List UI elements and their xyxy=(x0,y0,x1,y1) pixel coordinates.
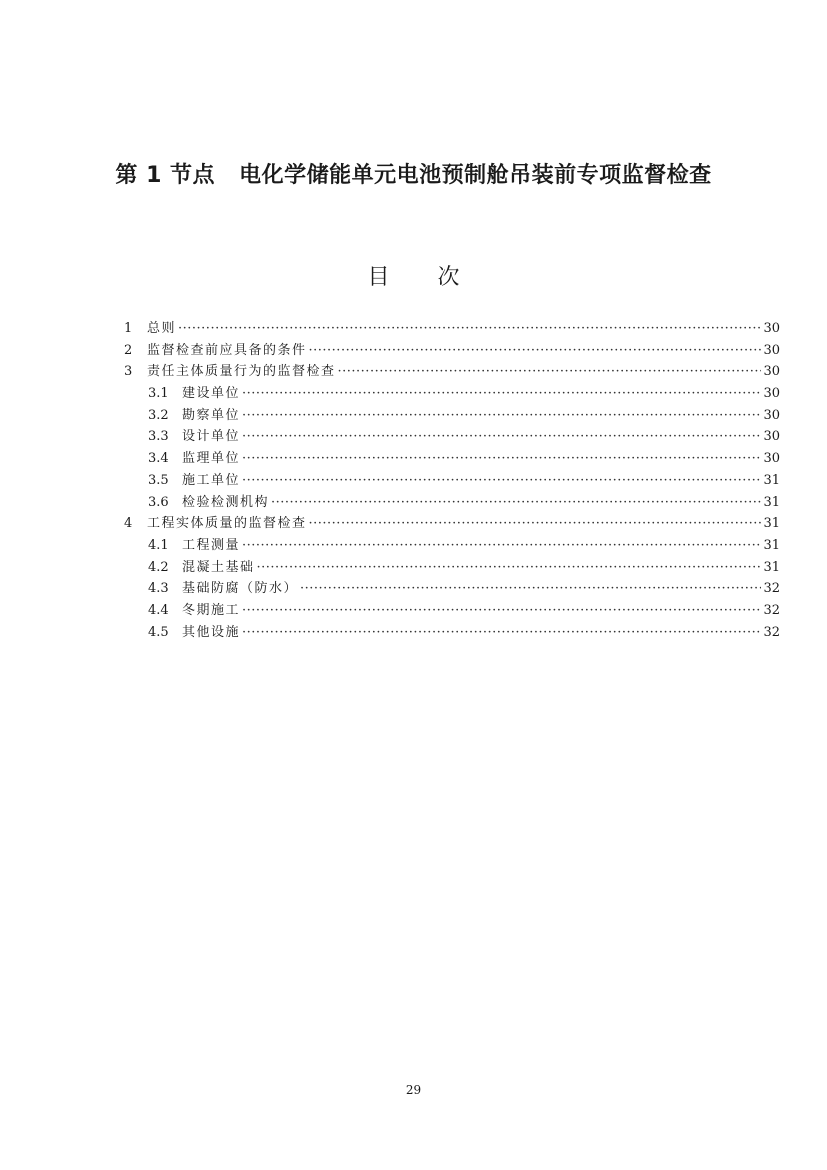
toc-entry-title: 冬期施工 xyxy=(182,602,241,618)
toc-entry-number: 3.4 xyxy=(148,451,169,467)
toc-entry-title: 勘察单位 xyxy=(182,407,241,423)
toc-entry-number: 4.2 xyxy=(148,559,169,575)
toc-entry[interactable] xyxy=(124,557,780,579)
toc-entry-number: 4.1 xyxy=(148,537,169,553)
toc-entry[interactable] xyxy=(124,600,780,622)
toc-entry[interactable] xyxy=(124,535,780,557)
toc-entry-page: 32 xyxy=(763,581,780,597)
toc-leader xyxy=(242,600,761,622)
section-label: 第 1 节点 xyxy=(115,163,216,188)
toc-leader xyxy=(309,340,762,362)
toc-entry-page: 31 xyxy=(763,537,780,553)
toc-entry-page: 30 xyxy=(763,451,780,467)
toc-entry-page: 31 xyxy=(763,494,780,510)
toc-entry-page: 30 xyxy=(763,429,780,445)
toc-entry[interactable] xyxy=(124,622,780,644)
toc-entry-title: 总则 xyxy=(147,321,177,336)
toc-entry-title: 设计单位 xyxy=(182,429,241,445)
toc-entry-page: 32 xyxy=(763,602,780,618)
toc-entry-number: 2 xyxy=(124,342,133,358)
toc-entry-number: 4.3 xyxy=(148,581,169,597)
toc-entry-title: 混凝土基础 xyxy=(182,559,255,575)
toc-entry-page: 30 xyxy=(763,364,780,380)
toc-leader xyxy=(242,426,761,448)
toc-entry-page: 32 xyxy=(763,624,780,640)
toc-entry[interactable] xyxy=(124,340,780,362)
toc-entry-title: 基础防腐（防水） xyxy=(182,581,299,597)
toc-entry-number: 4 xyxy=(124,516,133,532)
toc-leader xyxy=(309,513,762,535)
toc-entry-page: 30 xyxy=(763,342,780,358)
section-title: 电化学储能单元电池预制舱吊装前专项监督检查 xyxy=(239,163,712,188)
toc-entry-number: 3.6 xyxy=(148,494,169,510)
toc-entry[interactable] xyxy=(124,448,780,470)
toc-leader xyxy=(300,578,761,600)
toc-entry[interactable] xyxy=(124,470,780,492)
toc-entry-page: 31 xyxy=(763,559,780,575)
toc-entry-title: 检验检测机构 xyxy=(182,494,270,510)
toc-entry-title: 监督检查前应具备的条件 xyxy=(147,342,307,358)
toc-entry-number: 3 xyxy=(124,364,133,380)
toc-entry-number: 3.5 xyxy=(148,472,169,488)
toc-entry[interactable] xyxy=(124,578,780,600)
toc-leader xyxy=(242,405,761,427)
toc-heading-char-1: 目 xyxy=(367,265,390,290)
toc-entry-title: 责任主体质量行为的监督检查 xyxy=(147,364,336,380)
toc-entry[interactable] xyxy=(124,492,780,514)
toc-leader xyxy=(242,383,761,405)
toc-entry[interactable] xyxy=(124,426,780,448)
page-number: 29 xyxy=(405,1083,422,1097)
toc-entry-title: 其他设施 xyxy=(182,624,241,640)
toc-leader xyxy=(271,492,761,514)
toc-entry-number: 4.4 xyxy=(148,602,169,618)
toc-heading xyxy=(0,260,827,291)
toc-entry[interactable] xyxy=(124,383,780,405)
toc-entry-page: 31 xyxy=(763,472,780,488)
toc-leader xyxy=(178,318,761,340)
toc-leader xyxy=(242,470,761,492)
toc-entry[interactable] xyxy=(124,361,780,383)
toc-entry-number: 1 xyxy=(124,321,133,336)
toc-entry-title: 工程实体质量的监督检查 xyxy=(147,516,307,532)
toc-entry-number: 4.5 xyxy=(148,624,169,640)
toc-entry-number: 3.2 xyxy=(148,407,169,423)
toc-entry-number: 3.3 xyxy=(148,429,169,445)
toc-leader xyxy=(242,535,761,557)
page-title xyxy=(0,158,827,189)
toc-entry[interactable] xyxy=(124,405,780,427)
toc-entry-page: 30 xyxy=(763,407,780,423)
toc-leader xyxy=(242,448,761,470)
toc-entry[interactable] xyxy=(124,318,780,340)
toc-entry[interactable] xyxy=(124,513,780,535)
toc-entry-title: 监理单位 xyxy=(182,451,241,467)
toc-leader xyxy=(338,361,762,383)
toc-leader xyxy=(242,622,761,644)
toc-heading-char-2: 次 xyxy=(437,265,460,290)
toc-entry-title: 施工单位 xyxy=(182,472,241,488)
toc-leader xyxy=(257,557,762,579)
table-of-contents xyxy=(124,318,780,643)
toc-entry-title: 工程测量 xyxy=(182,537,241,553)
toc-entry-number: 3.1 xyxy=(148,386,169,402)
toc-entry-page: 31 xyxy=(763,516,780,532)
toc-entry-page: 30 xyxy=(763,321,780,336)
toc-entry-page: 30 xyxy=(763,386,780,402)
toc-entry-title: 建设单位 xyxy=(182,386,241,402)
